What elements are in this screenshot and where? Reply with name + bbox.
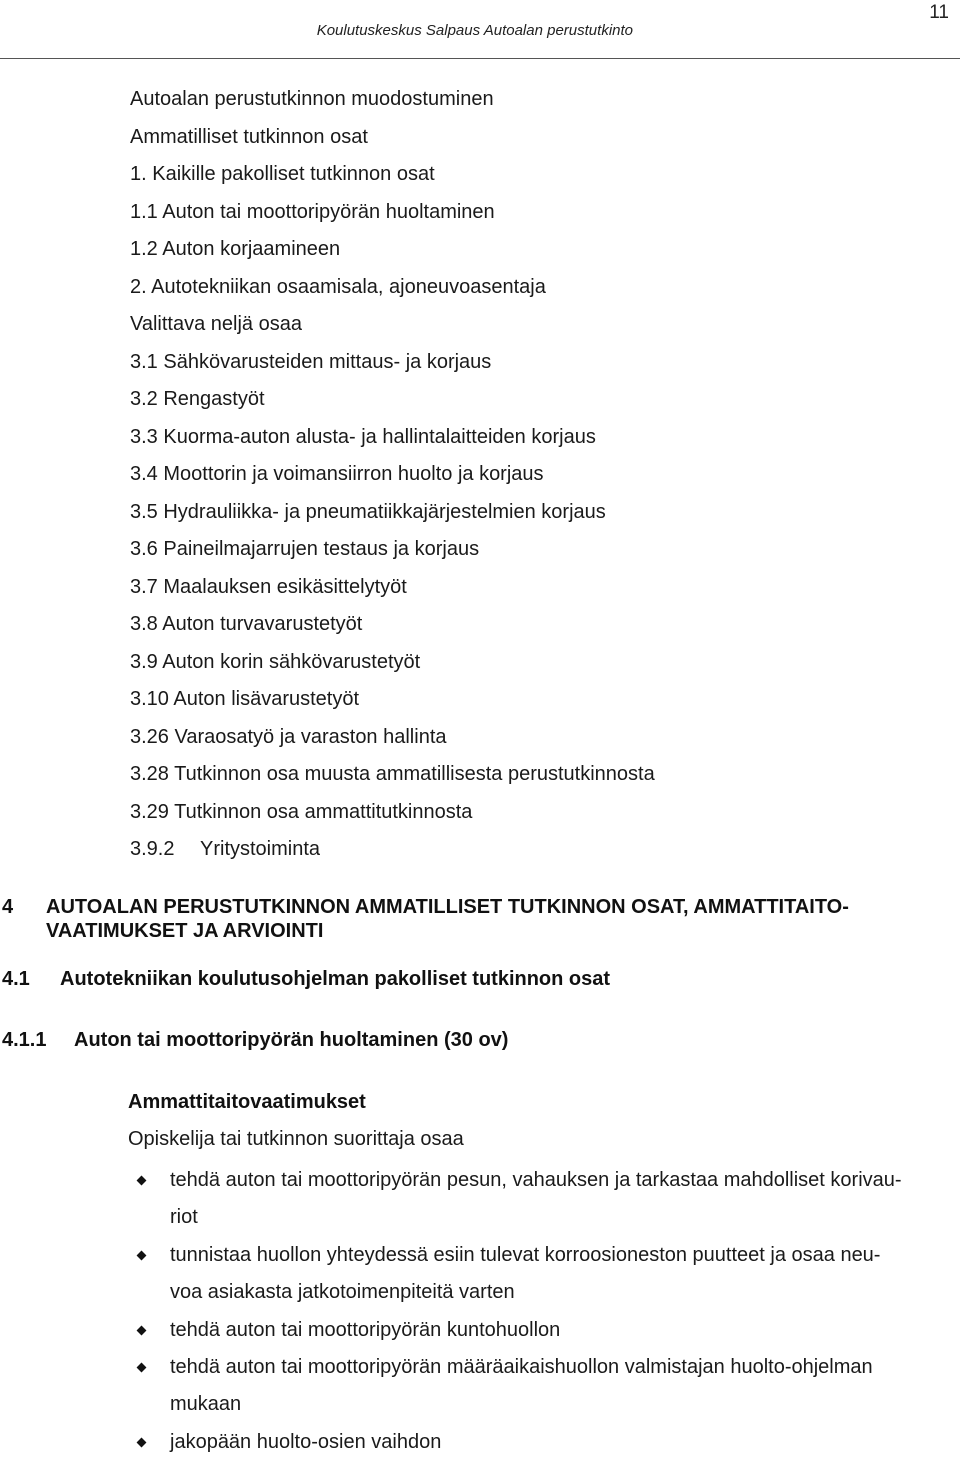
list-item-line: tehdä auton tai moottoripyörän määräaikaishuollon valmistajan huolto-ohjelman xyxy=(170,1356,873,1379)
toc-item: 3.10 Auton lisävarustetyöt xyxy=(130,688,360,710)
running-header: Koulutuskeskus Salpaus Autoalan perustutkinto xyxy=(316,22,633,39)
toc-item: 3.6 Paineilmajarrujen testaus ja korjaus xyxy=(130,538,480,560)
list-item xyxy=(130,1237,960,1312)
toc-item-number: 3.9.2 xyxy=(130,838,175,860)
page-number: 11 xyxy=(929,2,949,23)
section-title-line1: AUTOALAN PERUSTUTKINNON AMMATILLISET TUTKINNON OSAT, AMMATTITAITO- xyxy=(46,896,849,918)
list-item xyxy=(130,1312,960,1349)
toc-item: 3.4 Moottorin ja voimansiirron huolto ja korjaus xyxy=(130,463,544,485)
section-title-line2: VAATIMUKSET JA ARVIOINTI xyxy=(46,920,324,942)
section-number: 4 xyxy=(2,896,14,918)
list-item-line: jakopään huolto-osien vaihdon xyxy=(170,1430,442,1453)
diamond-bullet-icon xyxy=(137,1325,147,1335)
section-number: 4.1.1 xyxy=(2,1029,47,1051)
list-item xyxy=(130,1424,960,1461)
list-item xyxy=(130,1349,960,1424)
toc-item: 3.7 Maalauksen esikäsittelytyöt xyxy=(130,575,407,598)
toc-item: 3.3 Kuorma-auton alusta- ja hallintalaitteiden korjaus xyxy=(130,425,596,448)
section-title: Autotekniikan koulutusohjelman pakolliset tutkinnon osat xyxy=(60,968,611,990)
toc-item: 1.2 Auton korjaamineen xyxy=(130,238,341,260)
toc-item: 3.1 Sähkövarusteiden mittaus- ja korjaus xyxy=(130,350,492,373)
toc-item: Autoalan perustutkinnon muodostuminen xyxy=(130,88,494,110)
toc-item: 3.26 Varaosatyö ja varaston hallinta xyxy=(130,725,447,748)
list-item-line: tunnistaa huollon yhteydessä esiin tulevat korroosioneston puutteet ja osaa neu- xyxy=(170,1243,881,1266)
list-item-line: tehdä auton tai moottoripyörän kuntohuollon xyxy=(170,1318,561,1341)
list-item-line: tehdä auton tai moottoripyörän pesun, vahauksen ja tarkastaa mahdolliset korivau- xyxy=(170,1169,902,1191)
requirements-list xyxy=(130,1162,960,1461)
section-number: 4.1 xyxy=(2,968,30,990)
toc-item-last xyxy=(130,836,655,874)
toc-item: 2. Autotekniikan osaamisala, ajoneuvoasentaja xyxy=(130,275,546,298)
toc-item: 1.1 Auton tai moottoripyörän huoltaminen xyxy=(130,200,495,223)
list-item-line: voa asiakasta jatkotoimenpiteitä varten xyxy=(170,1281,515,1304)
toc-list xyxy=(130,86,655,874)
diamond-bullet-icon xyxy=(137,1250,147,1260)
toc-item: 3.28 Tutkinnon osa muusta ammatillisesta perustutkinnosta xyxy=(130,763,655,785)
list-item-line: mukaan xyxy=(170,1393,242,1416)
requirements-heading: Ammattitaitovaatimukset xyxy=(128,1091,366,1113)
diamond-bullet-icon xyxy=(137,1176,147,1186)
toc-item: 1. Kaikille pakolliset tutkinnon osat xyxy=(130,163,435,185)
toc-item: 3.8 Auton turvavarustetyöt xyxy=(130,613,363,635)
toc-item: 3.5 Hydrauliikka- ja pneumatiikkajärjestelmien korjaus xyxy=(130,500,606,523)
diamond-bullet-icon xyxy=(137,1363,147,1373)
toc-item: 3.9 Auton korin sähkövarustetyöt xyxy=(130,650,421,673)
section-title: Auton tai moottoripyörän huoltaminen (30 ov) xyxy=(74,1029,509,1051)
toc-item: Ammatilliset tutkinnon osat xyxy=(130,125,368,148)
requirements-intro: Opiskelija tai tutkinnon suorittaja osaa xyxy=(128,1128,464,1150)
toc-item: 3.2 Rengastyöt xyxy=(130,388,265,410)
toc-item-text: Yritystoiminta xyxy=(200,838,321,860)
list-item-line: riot xyxy=(170,1206,198,1229)
toc-item: Valittava neljä osaa xyxy=(130,313,302,335)
toc-item: 3.29 Tutkinnon osa ammattitutkinnosta xyxy=(130,800,473,823)
diamond-bullet-icon xyxy=(137,1437,147,1447)
list-item xyxy=(130,1162,960,1237)
header-divider xyxy=(0,58,960,59)
